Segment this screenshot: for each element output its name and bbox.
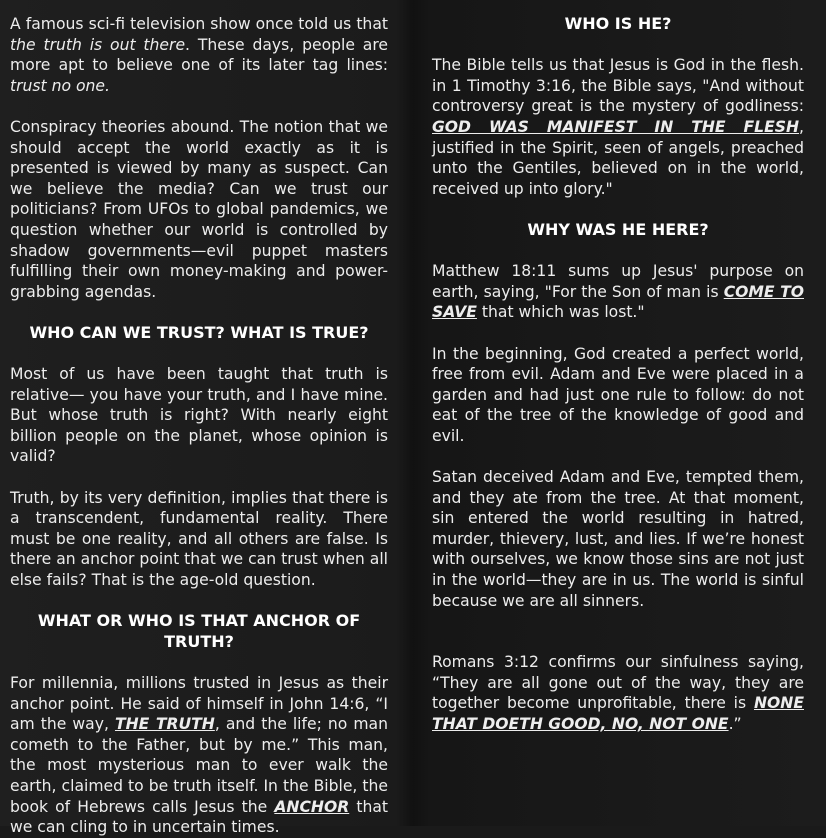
flesh-text: , justified in the Spirit, seen of angels, preached unto the Gentiles, believed on in the world, received up into glory." xyxy=(432,117,804,198)
heading-who-is-he: WHO IS HE? xyxy=(564,14,672,33)
anchor-text: , and the life; no man cometh to the Father, but by me.” This man, the most mysterious man to ever walk the earth, claimed to be truth itself. In the Bible, the book of Hebrews calls Jesus the xyxy=(10,715,388,816)
heading-who-can-we-trust: WHO CAN WE TRUST? WHAT IS TRUE? xyxy=(29,322,369,342)
emphasis-god-manifest: GOD WAS MANIFEST IN THE FLESH xyxy=(432,117,800,136)
emphasis-the-truth: THE TRUTH xyxy=(114,715,215,734)
intro-quote-trust: trust no one. xyxy=(10,76,110,95)
purpose-text: Matthew 18:11 sums up Jesus' purpose on earth, saying, "For the Son of man is xyxy=(432,262,804,301)
truth-definition-paragraph: Truth, by its very definition, implies that there is a transcendent, fundamental reality. There must be one reality, and all others are false. Is there an anchor point that we can trust when all else fails? That is the age-old question. xyxy=(10,488,388,590)
left-column xyxy=(10,14,388,838)
romans-paragraph xyxy=(432,652,804,734)
romans-text: .” xyxy=(728,715,742,733)
heading-why-was-he-here: WHY WAS HE HERE? xyxy=(527,219,709,239)
intro-paragraph xyxy=(10,14,388,96)
heading-anchor-of-truth: WHAT OR WHO IS THAT ANCHOR OF TRUTH? xyxy=(37,611,361,651)
anchor-text: For millennia, millions trusted in Jesus as their anchor point. He said of himself in John 14:6, “I am the way, xyxy=(10,674,388,734)
intro-quote-truth: the truth is out there xyxy=(10,35,186,54)
purpose-paragraph xyxy=(432,261,804,323)
emphasis-come-to-save: COME TO SAVE xyxy=(432,282,804,322)
anchor-paragraph xyxy=(10,673,388,838)
emphasis-none-doeth-good: NONE THAT DOETH GOOD, NO, NOT ONE xyxy=(432,694,804,733)
relative-truth-paragraph: Most of us have been taught that truth is relative— you have your truth, and I have mine. But whose truth is right? With nearly eight billion people on the planet, whose opinion is valid? xyxy=(10,365,388,466)
emphasis-anchor: ANCHOR xyxy=(274,797,350,816)
flesh-text: The Bible tells us that Jesus is God in the flesh. in 1 Timothy 3:16, the Bible says, "And without controversy great is the mystery of godliness: xyxy=(432,56,804,116)
romans-text: Romans 3:12 confirms our sinfulness saying, “They are all gone out of the way, they are together become unprofitable, there is xyxy=(432,653,804,713)
beginning-paragraph: In the beginning, God created a perfect world, free from evil. Adam and Eve were placed in a garden and had just one rule to follow: do not eat of the tree of the knowledge of good and evil. xyxy=(432,344,804,445)
satan-paragraph: Satan deceived Adam and Eve, tempted them, and they ate from the tree. At that moment, sin entered the world resulting in hatred, murder, thievery, lust, and lies. If we’re honest with ourselves, we know those sins are not just in the world—they are in us. The world is sinful because we are all sinners. xyxy=(432,468,804,610)
purpose-text: that which was lost." xyxy=(476,303,645,322)
conspiracy-paragraph: Conspiracy theories abound. The notion that we should accept the world exactly as it is presented is viewed by many as suspect. Can we believe the media? Can we trust our politicians? From UFOs to global pandemics, we question whether our world is controlled by shadow governments—evil puppet masters fulfilling their own money-making and power-grabbing agendas. xyxy=(10,117,388,301)
right-column xyxy=(432,14,804,735)
intro-text: A famous sci-fi television show once told us that xyxy=(10,15,388,33)
anchor-text: that we can cling to in uncertain times. xyxy=(10,797,389,837)
flesh-paragraph xyxy=(432,55,804,199)
intro-text: . These days, people are more apt to believe one of its later tag lines: xyxy=(10,35,389,75)
